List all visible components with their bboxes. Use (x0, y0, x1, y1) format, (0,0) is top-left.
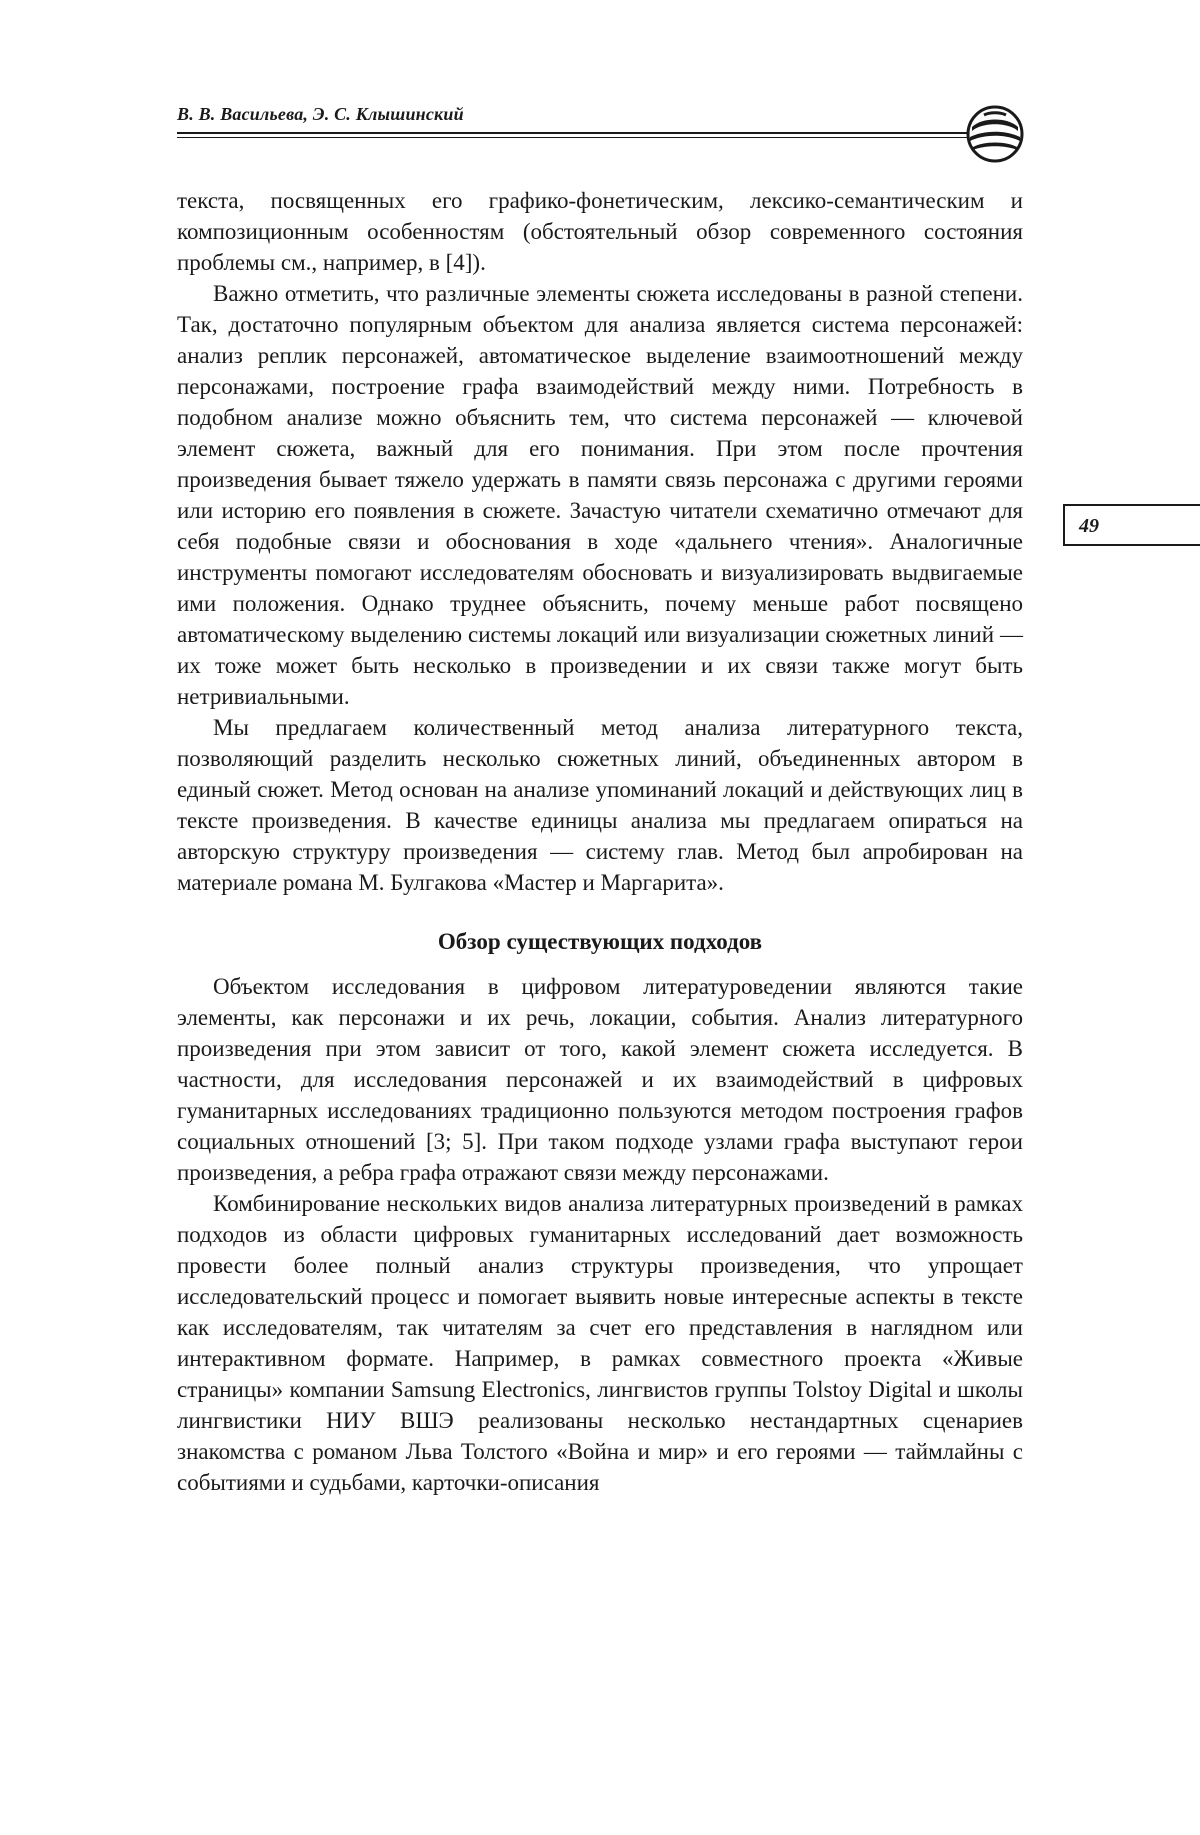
page-number: 49 (1079, 515, 1099, 537)
paragraph: текста, посвященных его графико-фонетическим, лексико-семантическим и композиционным особенностям (обстоятельный обзор современного состояния проблемы см., например, в [4]). (177, 188, 1023, 275)
running-head: В. В. Васильева, Э. С. Клышинский (177, 104, 464, 124)
header-rule-thick (177, 132, 967, 134)
page-number-box (1063, 504, 1200, 546)
body-text (177, 185, 1023, 1498)
paragraph: Мы предлагаем количественный метод анализа литературного текста, позволяющий разделить несколько сюжетных линий, объединенных автором в единый сюжет. Метод основан на анализе упоминаний локаций и действующих лиц в тексте произведения. В качестве единицы анализа мы предлагаем опираться на авторскую структуру произведения — систему глав. Метод был апробирован на материале романа М. Булгакова «Мастер и Маргарита». (177, 715, 1023, 895)
paragraph: Комбинирование нескольких видов анализа литературных произведений в рамках подходов из области цифровых гуманитарных исследований дает возможность провести более полный анализ структуры произведения, что упрощает исследовательский процесс и помогает выявить новые интересные аспекты в тексте как исследователям, так читателям за счет его представления в наглядном или интерактивном формате. Например, в рамках совместного проекта «Живые страницы» компании Samsung Electronics, лингвистов группы Tolstoy Digital и школы лингвистики НИУ ВШЭ реализованы несколько нестандартных сценариев знакомства с романом Льва Толстого «Война и мир» и его героями — таймлайны с событиями и судьбами, карточки-описания (177, 1191, 1023, 1495)
section-heading: Обзор существующих подходов (437, 929, 763, 954)
header-rule-thin (177, 137, 967, 138)
paragraph: Важно отметить, что различные элементы сюжета исследованы в разной степени. Так, достаточно популярным объектом для анализа является система персонажей: анализ реплик персонажей, автоматическое выделение взаимоотношений между персонажами, построение графа взаимодействий между ними. Потребность в подобном анализе можно объяснить тем, что система персонажей — ключевой элемент сюжета, важный для его понимания. При этом после прочтения произведения бывает тяжело удержать в памяти связь персонажа с другими героями или историю его появления в сюжете. Зачастую читатели схематично отмечают для себя подобные связи и обоснования в ходе «дальнего чтения». Аналогичные инструменты помогают исследователям обосновать и визуализировать выдвигаемые ими положения. Однако труднее объяснить, почему меньше работ посвящено автоматическому выделению системы локаций или визуализации сюжетных линий — их тоже может быть несколько в произведении и их связи также могут быть нетривиальными. (177, 281, 1023, 709)
journal-logo-icon (964, 103, 1026, 165)
paragraph: Объектом исследования в цифровом литературоведении являются такие элементы, как персонажи и их речь, локации, события. Анализ литературного произведения при этом зависит от того, какой элемент сюжета исследуется. В частности, для исследования персонажей и их взаимодействий в цифровых гуманитарных исследованиях традиционно пользуются методом построения графов социальных отношений [3; 5]. При таком подходе узлами графа выступают герои произведения, а ребра графа отражают связи между персонажами. (177, 974, 1023, 1185)
